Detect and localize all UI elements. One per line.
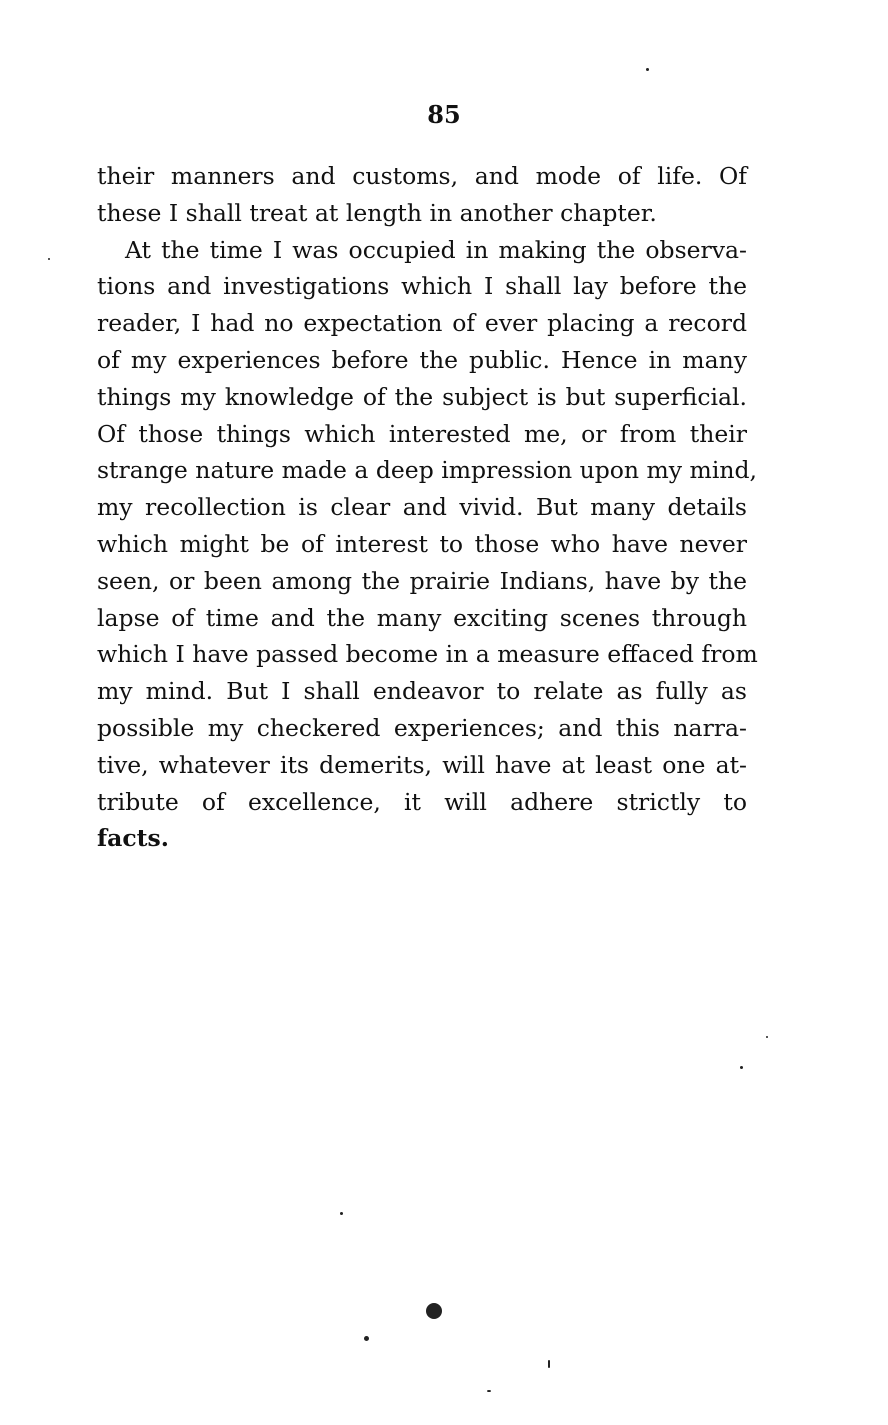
text-line: tive, whatever its demerits, will have at least one at- bbox=[97, 750, 747, 779]
text-line: of my experiences before the public. Hence in many bbox=[97, 345, 747, 374]
text-line: reader, I had no expectation of ever placing a record bbox=[97, 309, 747, 338]
scan-speck bbox=[426, 1303, 442, 1319]
text-line: their manners and customs, and mode of life. Of bbox=[97, 162, 747, 190]
text-line: which might be of interest to those who have never bbox=[97, 529, 747, 558]
scan-speck bbox=[340, 1212, 343, 1215]
scan-speck bbox=[740, 1066, 743, 1069]
text-line: my recollection is clear and vivid. But many details bbox=[97, 493, 747, 522]
scan-speck bbox=[364, 1336, 369, 1341]
text-line: lapse of time and the many exciting scenes through bbox=[97, 603, 747, 632]
scan-speck bbox=[646, 68, 649, 71]
text-line: Of those things which interested me, or from their bbox=[97, 419, 747, 448]
scan-speck bbox=[487, 1390, 491, 1392]
scan-speck bbox=[548, 1360, 550, 1368]
text-line: these I shall treat at length in another chapter. bbox=[97, 198, 657, 227]
text-line: tribute of excellence, it will adhere strictly to bbox=[97, 787, 747, 816]
text-line: tions and investigations which I shall lay before the bbox=[97, 272, 747, 301]
text-line: At the time I was occupied in making the observa- bbox=[125, 235, 747, 264]
text-line: things my knowledge of the subject is but superficial. bbox=[97, 382, 747, 411]
text-line: which I have passed become in a measure effaced from bbox=[97, 640, 758, 669]
page-number: 85 bbox=[427, 100, 461, 129]
text-line: my mind. But I shall endeavor to relate as fully as bbox=[97, 677, 747, 706]
scan-speck bbox=[48, 258, 50, 260]
body-text bbox=[97, 158, 758, 857]
scan-speck bbox=[766, 1036, 768, 1038]
text-line: strange nature made a deep impression upon my mind, bbox=[97, 456, 757, 485]
text-line: seen, or been among the prairie Indians, have by the bbox=[97, 566, 747, 595]
text-line: possible my checkered experiences; and this narra- bbox=[97, 713, 747, 742]
text-line: facts. bbox=[97, 824, 169, 853]
